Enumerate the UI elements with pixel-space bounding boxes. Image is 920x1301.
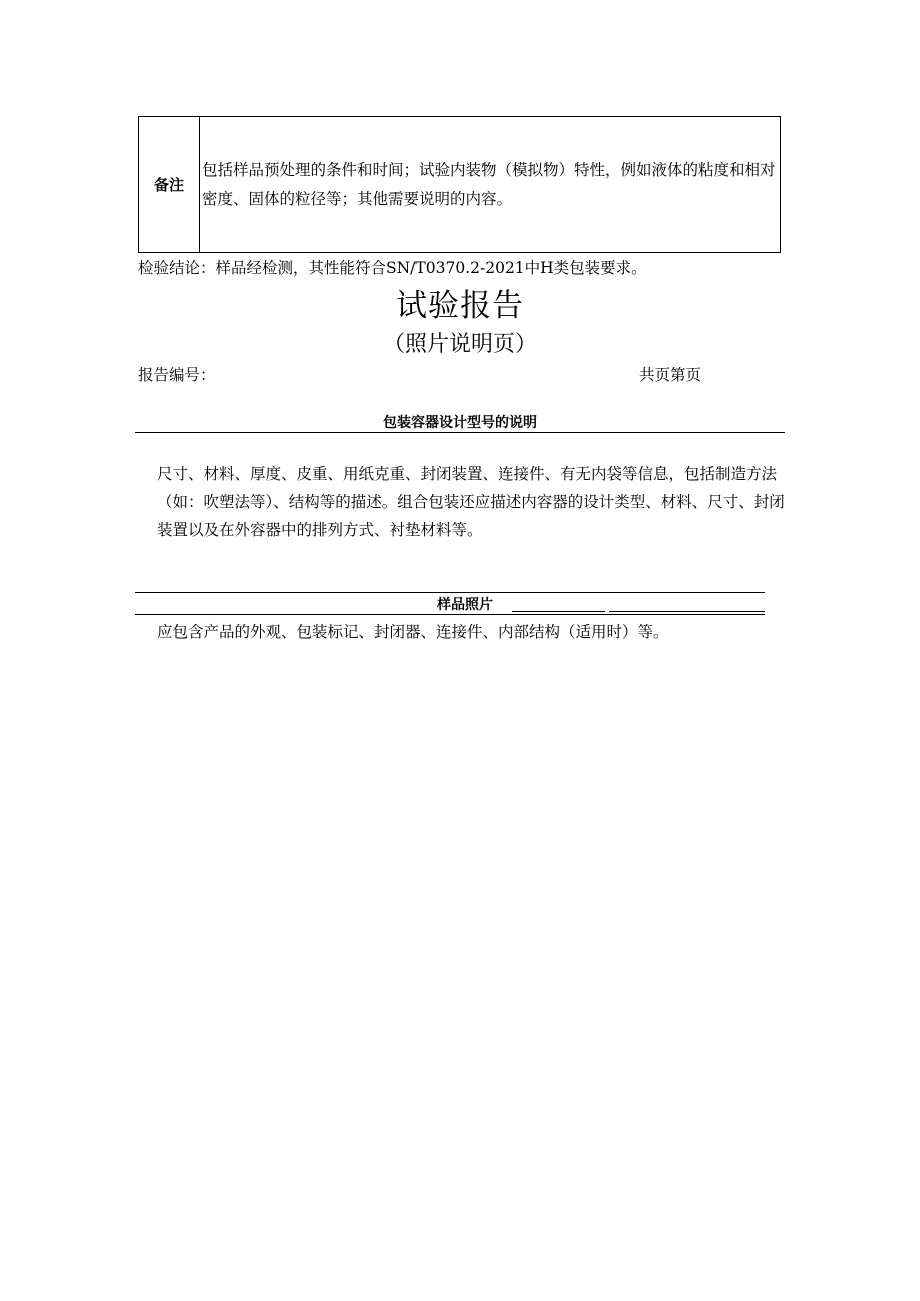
design-section-heading: 包装容器设计型号的说明	[383, 415, 537, 431]
photo-section-bottom-divider	[135, 614, 765, 615]
remarks-text	[200, 117, 780, 252]
report-subtitle: （照片说明页）	[382, 332, 537, 357]
remarks-label: 备注	[139, 117, 200, 252]
report-number-label: 报告编号：	[138, 366, 216, 384]
photo-section-body: 应包含产品的外观、包装标记、封闭器、连接件、内部结构（适用时）等。	[157, 623, 669, 641]
photo-blank-line-2	[609, 611, 765, 612]
design-section-body: 尺寸、材料、厚度、皮重、用纸克重、封闭装置、连接件、有无内袋等信息，包括制造方法（如：吹塑法等）、结构等的描述。组合包装还应描述内容器的设计类型、材料、尺寸、封闭装置以及在外容器中的排列方式、衬垫材料等。	[157, 465, 785, 539]
remarks-text-content: 包括样品预处理的条件和时间；试验内装物（模拟物）特性，例如液体的粘度和相对密度、固体的粒径等；其他需要说明的内容。	[202, 160, 776, 208]
photo-section-top-divider	[135, 592, 765, 593]
inspection-conclusion: 检验结论：样品经检测，其性能符合SN/T0370.2-2021中H类包装要求。	[138, 259, 647, 277]
page-count: 共页第页	[639, 366, 702, 384]
remarks-table	[138, 116, 781, 253]
report-title: 试验报告	[396, 288, 524, 324]
photo-section-heading: 样品照片	[437, 597, 493, 613]
photo-blank-line-1	[512, 611, 605, 612]
design-section-divider	[135, 432, 785, 433]
